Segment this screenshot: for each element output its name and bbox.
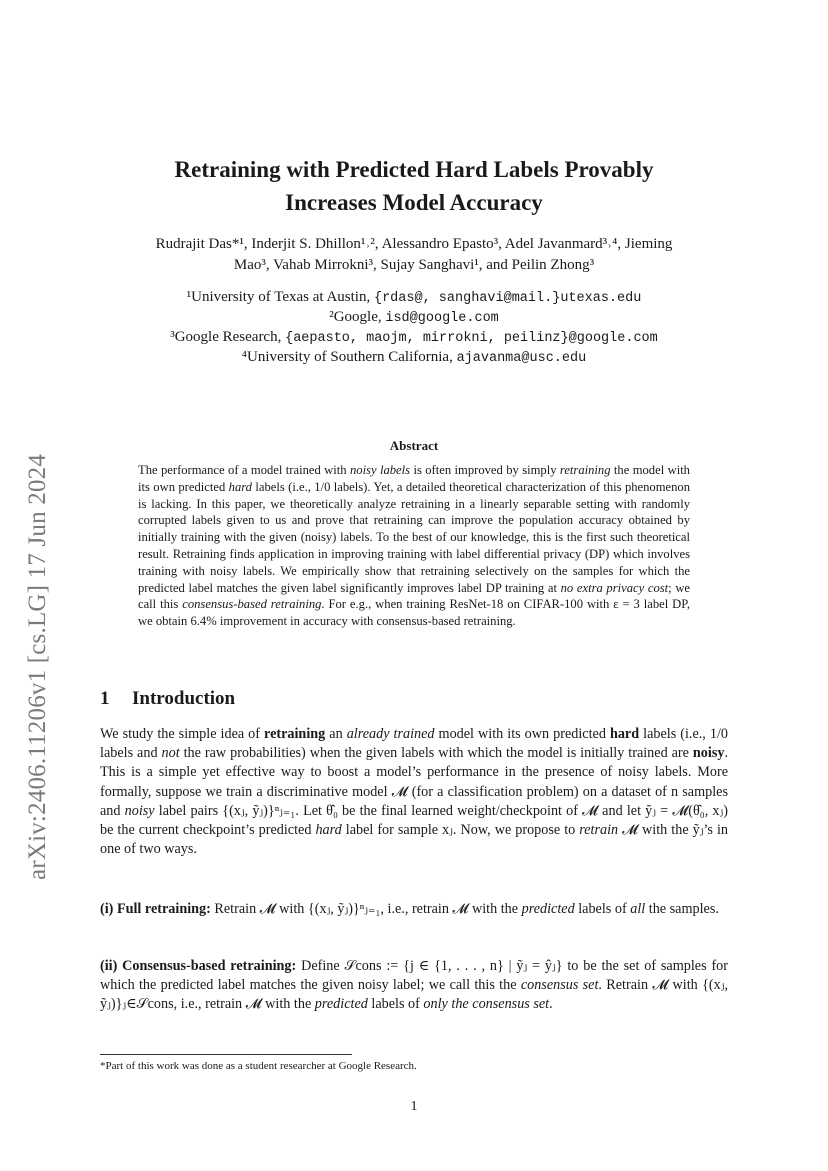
- bold-text: (i) Full retraining:: [100, 901, 211, 917]
- abstract-text: The performance of a model trained with: [138, 463, 350, 477]
- bold-text: noisy: [692, 745, 725, 762]
- bold-text: (ii) Consensus-based retraining:: [100, 958, 297, 974]
- author-line-2: Mao³, Vahab Mirrokni³, Sujay Sanghavi¹, and Peilin Zhong³: [233, 257, 595, 273]
- text: .: [549, 996, 553, 1013]
- abstract-text: is often improved by simply: [410, 463, 560, 477]
- abstract-emphasis: hard: [228, 479, 252, 494]
- affiliation-3: [100, 328, 728, 348]
- affiliation-2-email: isd@google.com: [385, 311, 499, 326]
- text: Define 𝒮cons := {j ∈ {1, . . . , n} | ỹⱼ = ŷⱼ} to be the set of samples for which the predicted label matches the given noisy label; we call this the: [100, 958, 729, 994]
- section-heading: [100, 688, 235, 710]
- intro-paragraph-1: [100, 725, 728, 859]
- abstract-emphasis: noisy labels: [349, 463, 411, 477]
- text: We study the simple idea of: [100, 726, 265, 742]
- author-list: [100, 234, 728, 276]
- italic-text: only the consensus set: [423, 996, 550, 1013]
- text: labels of: [367, 996, 424, 1013]
- text: labels (i.e., 1/0 labels and: [100, 726, 728, 762]
- abstract-emphasis: consensus-based retraining: [182, 597, 322, 612]
- text: . Retrain 𝓜 with {(xⱼ, ỹⱼ)}ⱼ∈𝒮cons, i.e., retrain 𝓜 with the: [100, 977, 728, 1013]
- text: an: [325, 726, 347, 742]
- text: label for sample xⱼ. Now, we propose to: [341, 822, 580, 839]
- abstract-text: . For e.g., when training ResNet-18 on CIFAR-100 with ε = 3 label DP, we obtain 6.4% improvement in accuracy with consensus-based retraining.: [138, 597, 690, 629]
- affiliation-4-name: ⁴University of Southern California,: [241, 349, 457, 365]
- affiliation-2-name: ²Google,: [329, 309, 386, 325]
- title-line-2: Increases Model Accuracy: [285, 190, 543, 215]
- affiliation-1-email: {rdas@, sanghavi@mail.}utexas.edu: [373, 291, 642, 306]
- text: the samples.: [645, 901, 719, 917]
- arxiv-identifier: arXiv:2406.11206v1 [cs.LG] 17 Jun 2024: [24, 453, 51, 880]
- abstract-text: labels (i.e., 1/0 labels). Yet, a detailed theoretical characterization of this phenomenon is lacking. In this paper, we theoretically analyze retraining in a linearly separable setting with randomly corrupted labels given to us and prove that retraining can improve the population accuracy obtained by initially training with the given (noisy) labels. To the best of our knowledge, this is the first such theoretical result. Retraining finds application in improving training with label differential privacy (DP) which involves training with noisy labels. We empirically show that retraining selectively on the samples for which the predicted label matches the given label significantly improves label DP training at: [138, 479, 690, 595]
- abstract-body: [138, 462, 690, 630]
- italic-text: noisy: [124, 802, 155, 819]
- paper-title: [100, 153, 728, 219]
- abstract-text: ; we call this: [138, 580, 691, 612]
- footnote: *Part of this work was done as a student researcher at Google Research.: [100, 1060, 417, 1072]
- affiliation-4-email: ajavanma@usc.edu: [456, 351, 587, 366]
- italic-text: hard: [315, 822, 342, 839]
- section-title: Introduction: [132, 688, 236, 709]
- text: . This is a simple yet effective way to boost a model’s performance in the presence of noisy labels. More formally, suppose we train a discriminative model 𝓜 (for a classification problem) on a dataset of n samples and: [100, 745, 729, 819]
- italic-text: all: [630, 901, 646, 917]
- affiliation-4: [100, 348, 728, 368]
- italic-text: retrain: [579, 822, 619, 839]
- page-number: 1: [410, 1099, 418, 1114]
- bold-text: hard: [609, 726, 640, 742]
- abstract-emphasis: no extra privacy cost: [560, 580, 669, 595]
- affiliation-2: [100, 308, 728, 328]
- italic-text: already trained: [346, 726, 435, 742]
- abstract-heading: Abstract: [389, 438, 439, 453]
- affiliations: [100, 288, 728, 368]
- affiliation-1-name: ¹University of Texas at Austin,: [186, 289, 374, 305]
- author-line-1: Rudrajit Das*¹, Inderjit S. Dhillon¹˒², Alessandro Epasto³, Adel Javanmard³˒⁴, Jieming: [155, 236, 673, 252]
- text: label pairs {(xⱼ, ỹⱼ)}ⁿⱼ₌₁. Let θ̂₀ be the final learned weight/checkpoint of 𝓜 and let ỹⱼ = 𝓜(θ̂₀, xⱼ) be the current checkpoint’s predicted: [100, 802, 728, 839]
- affiliation-1: [100, 288, 728, 308]
- italic-text: consensus set: [520, 977, 599, 994]
- text: Retrain 𝓜 with {(xⱼ, ỹⱼ)}ⁿⱼ₌₁, i.e., retrain 𝓜 with the: [210, 901, 522, 917]
- text: 𝓜 with the ỹⱼ’s in one of two ways.: [100, 822, 728, 858]
- text: labels of: [574, 901, 631, 917]
- affiliation-3-email: {aepasto, maojm, mirrokni, peilinz}@google.com: [285, 331, 658, 346]
- section-number: 1: [100, 688, 110, 709]
- italic-text: predicted: [521, 901, 575, 917]
- text: the raw probabilities) when the given labels with which the model is initially trained are: [179, 745, 693, 762]
- text: model with its own predicted: [434, 726, 610, 742]
- footnote-rule: [100, 1054, 352, 1055]
- abstract-emphasis: retraining: [559, 463, 611, 477]
- italic-text: predicted: [314, 996, 368, 1013]
- intro-paragraph-full-retraining: [100, 900, 728, 919]
- title-line-1: Retraining with Predicted Hard Labels Provably: [174, 157, 654, 182]
- italic-text: not: [161, 745, 180, 762]
- affiliation-3-name: ³Google Research,: [170, 329, 286, 345]
- bold-text: retraining: [264, 726, 326, 742]
- intro-paragraph-consensus-retraining: [100, 957, 728, 1015]
- abstract-text: the model with its own predicted: [138, 463, 690, 494]
